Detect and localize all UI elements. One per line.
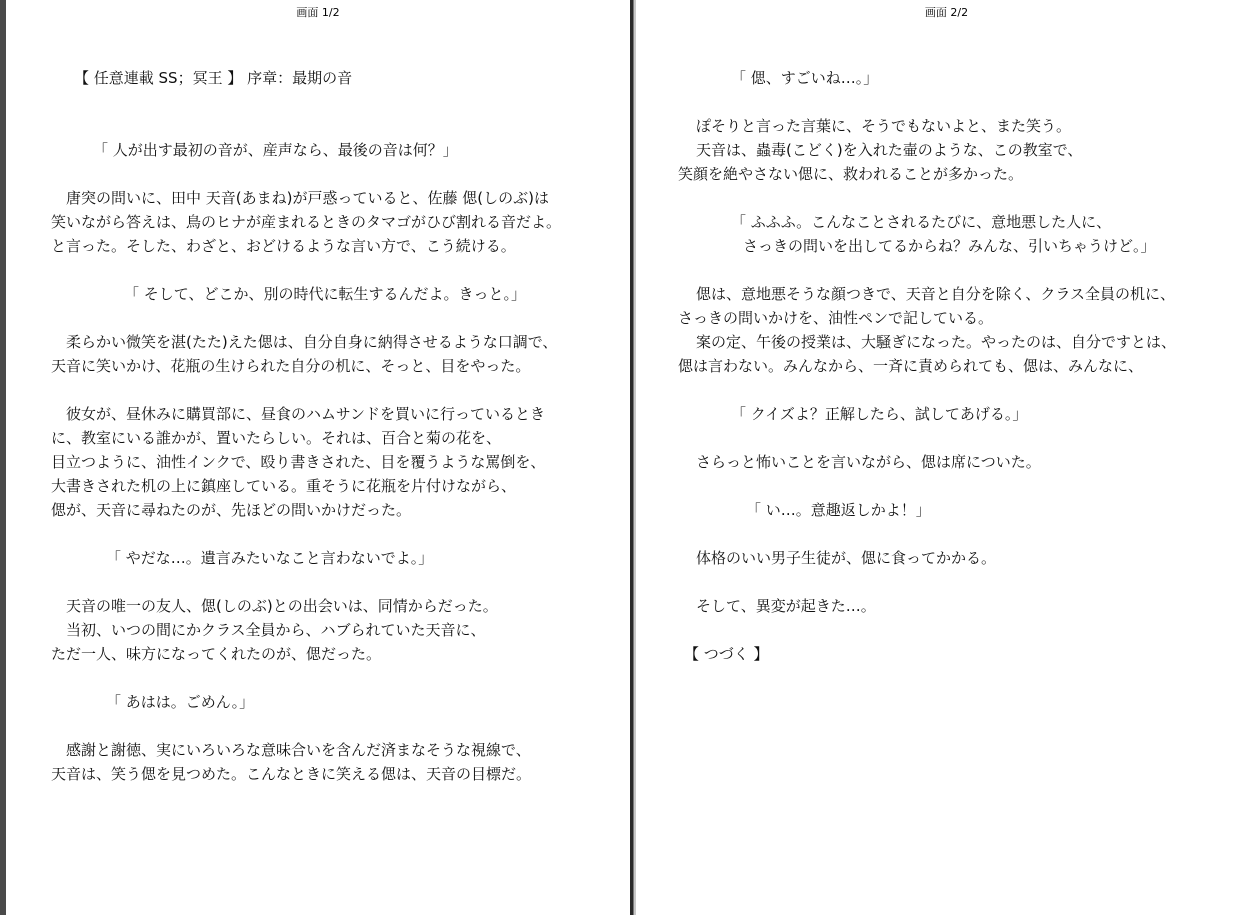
text-line: 天音は、笑う偲を見つめた。こんなときに笑える偲は、天音の目標だ。	[51, 765, 532, 783]
text-line: 「 人が出す最初の音が、産声なら、最後の音は何？」	[93, 141, 458, 159]
text-line: 「 い…。意趣返しかよ！」	[746, 501, 931, 519]
text-line: 当初、いつの間にかクラス全員から、ハブられていた天音に、	[66, 621, 486, 639]
story-title: 【 任意連載 SS；冥王 】 序章：最期の音	[74, 69, 353, 87]
text-line: 柔らかい微笑を湛(たた)えた偲は、自分自身に納得させるような口調で、	[66, 333, 558, 351]
text-line: 天音に笑いかけ、花瓶の生けられた自分の机に、そっと、目をやった。	[51, 357, 531, 375]
text-line: 「 やだな…。遺言みたいなこと言わないでよ。」	[106, 549, 434, 567]
text-line: 「 ふふふ。こんなことされるたびに、意地悪した人に、	[731, 213, 1112, 231]
text-line: 感謝と謝徳、実にいろいろな意味合いを含んだ済まなそうな視線で、	[66, 741, 531, 759]
page-indicator-2: 画面 2/2	[924, 6, 969, 19]
text-line: そして、異変が起きた…。	[696, 597, 876, 615]
text-line: ただ一人、味方になってくれたのが、偲だった。	[51, 645, 382, 663]
text-line: と言った。そした、わざと、おどけるような言い方で、こう続ける。	[51, 237, 516, 255]
text-line: 笑顔を絶やさない偲に、救われることが多かった。	[678, 165, 1024, 183]
text-line: 案の定、午後の授業は、大騒ぎになった。やったのは、自分ですとは、	[696, 333, 1177, 351]
text-line: 偲は、意地悪そうな顔つきで、天音と自分を除く、クラス全員の机に、	[696, 285, 1175, 303]
text-line: さっきの問いかけを、油性ペンで記している。	[678, 309, 994, 327]
text-line: に、教室にいる誰かが、置いたらしい。それは、百合と菊の花を、	[51, 429, 502, 447]
page-indicator-1: 画面 1/2	[296, 6, 340, 19]
text-line: 「 そして、どこか、別の時代に転生するんだよ。きっと。」	[124, 285, 526, 303]
page-pane-2[interactable]	[636, 0, 1257, 915]
text-line: 笑いながら答えは、鳥のヒナが産まれるときのタマゴがひび割れる音だよ。	[51, 213, 562, 231]
text-line: 偲が、天音に尋ねたのが、先ほどの問いかけだった。	[51, 501, 412, 519]
text-line: さらっと怖いことを言いながら、偲は席についた。	[696, 453, 1041, 471]
story-end-marker: 【 つづく 】	[684, 645, 769, 663]
text-line: 唐突の問いに、田中 天音(あまね)が戸惑っていると、佐藤 偲(しのぶ)は	[66, 189, 549, 207]
text-line: 偲は言わない。みんなから、一斉に責められても、偲は、みんなに、	[678, 357, 1144, 375]
text-line: 彼女が、昼休みに購買部に、昼食のハムサンドを買いに行っているとき	[66, 405, 545, 423]
text-line: 「 あはは。ごめん。」	[106, 693, 255, 711]
text-line: 体格のいい男子生徒が、偲に食ってかかる。	[696, 549, 997, 567]
text-line: ぽそりと言った言葉に、そうでもないよと、また笑う。	[696, 117, 1072, 135]
text-line: 「 クイズよ？正解したら、試してあげる。」	[731, 405, 1028, 423]
text-line: さっきの問いを出してるからね？みんな、引いちゃうけど。」	[743, 237, 1156, 255]
text-line: 目立つように、油性インクで、殴り書きされた、目を覆うような罵倒を、	[51, 453, 546, 471]
text-line: 天音の唯一の友人、偲(しのぶ)との出会いは、同情からだった。	[66, 597, 498, 615]
text-line: 大書きされた机の上に鎮座している。重そうに花瓶を片付けながら、	[51, 477, 517, 495]
text-line: 天音は、蟲毒(こどく)を入れた壷のような、この教室で、	[696, 141, 1083, 159]
text-line: 「 偲、すごいね…。」	[731, 69, 879, 87]
